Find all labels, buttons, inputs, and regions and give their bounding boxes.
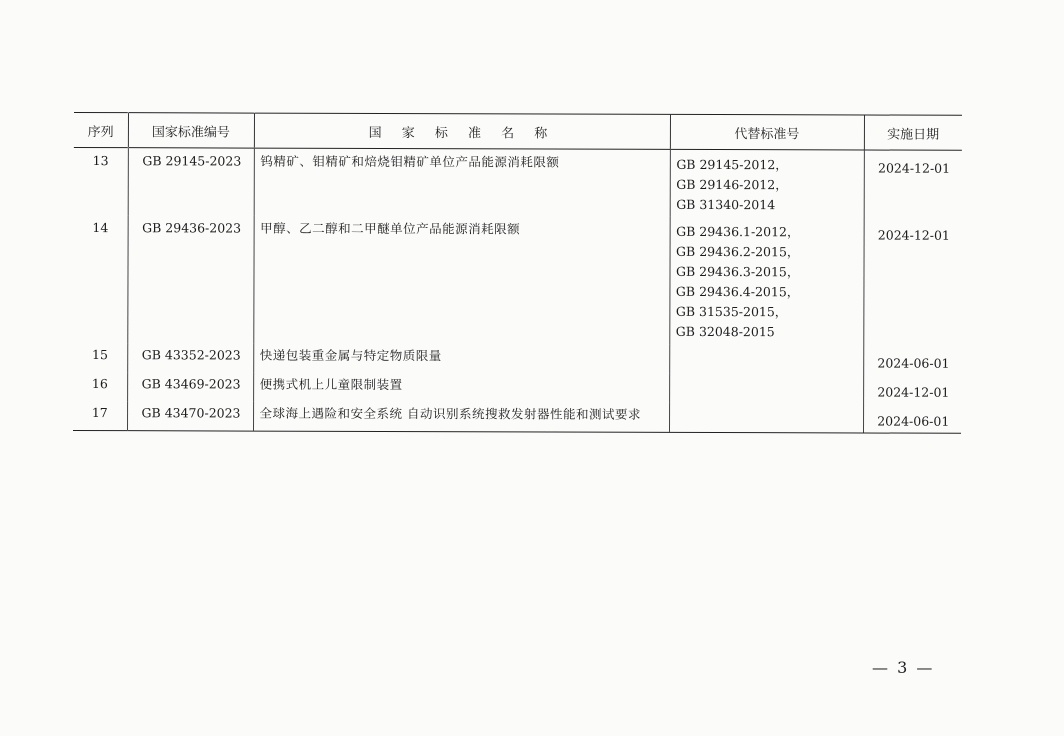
- table-row: [74, 147, 962, 217]
- cell-seq: 15: [92, 347, 108, 363]
- cell-replaces: [669, 217, 863, 346]
- table-row: [73, 401, 961, 433]
- replaces-item: GB 29145-2012，: [676, 156, 788, 173]
- standards-table: [73, 112, 962, 434]
- header-replaces: 代替标准号: [670, 114, 864, 150]
- cell-date: 2024-12-01: [864, 150, 962, 218]
- cell-name: 钨精矿、钼精矿和焙烧钼精矿单位产品能源消耗限额: [254, 148, 670, 217]
- header-name: 国 家 标 准 名 称: [254, 113, 670, 149]
- cell-name: 快递包装重金属与特定物质限量: [253, 344, 669, 374]
- header-date: 实施日期: [864, 115, 962, 150]
- replaces-item: GB 31340-2014: [676, 196, 776, 213]
- cell-code: GB 43469-2023: [127, 372, 253, 401]
- cell-code: GB 29436-2023: [127, 215, 253, 343]
- header-code: 国家标准编号: [128, 113, 254, 148]
- table-row: [73, 343, 961, 375]
- table-row: [73, 372, 961, 404]
- cell-code: GB 43352-2023: [127, 343, 253, 372]
- cell-date: 2024-06-01: [863, 345, 961, 374]
- cell-name: 甲醇、乙二醇和二甲醚单位产品能源消耗限额: [253, 216, 669, 345]
- cell-code: GB 43470-2023: [127, 401, 253, 431]
- cell-seq: 14: [92, 220, 109, 236]
- replaces-item: GB 29436.4-2015，: [675, 283, 800, 300]
- replaces-item: GB 29436.1-2012，: [676, 223, 800, 240]
- cell-replaces: [669, 403, 863, 433]
- cell-seq: 13: [92, 153, 109, 169]
- cell-replaces: [669, 374, 863, 404]
- table-header-row: [74, 113, 962, 151]
- replaces-item: GB 29436.2-2015，: [676, 243, 800, 260]
- cell-code: GB 29145-2023: [128, 148, 254, 216]
- table-row: [73, 215, 961, 346]
- replaces-item: GB 32048-2015: [675, 323, 775, 340]
- cell-replaces: [670, 149, 864, 217]
- cell-date: 2024-12-01: [863, 217, 961, 345]
- cell-seq: 17: [73, 401, 127, 431]
- page-number: — 3 —: [872, 658, 935, 677]
- cell-date: 2024-12-01: [863, 374, 961, 403]
- replaces-item: GB 31535-2015，: [675, 303, 788, 320]
- replaces-item: GB 29146-2012，: [676, 176, 788, 193]
- replaces-item: GB 29436.3-2015，: [675, 263, 800, 280]
- cell-replaces: [669, 345, 863, 375]
- cell-date: 2024-06-01: [863, 403, 961, 433]
- header-seq: 序列: [74, 113, 128, 148]
- cell-name: 便携式机上儿童限制装置: [253, 373, 669, 403]
- cell-seq: 16: [91, 376, 108, 392]
- cell-name: 全球海上遇险和安全系统 自动识别系统搜救发射器性能和测试要求: [253, 402, 669, 433]
